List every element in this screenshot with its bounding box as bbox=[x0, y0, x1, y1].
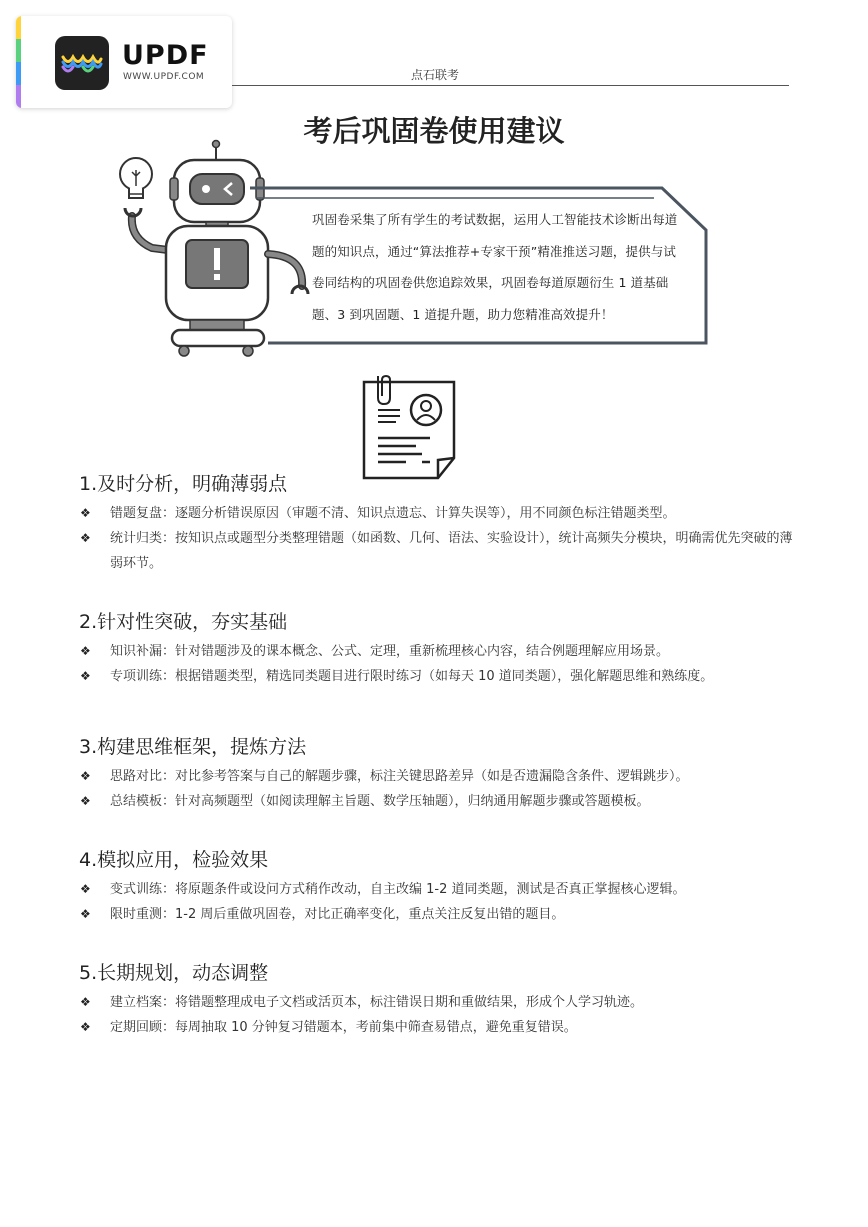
list-item-text: 思路对比：对比参考答案与自己的解题步骤，标注关键思路差异（如是否遗漏隐含条件、逻辑跳步）。 bbox=[110, 769, 689, 784]
bullet-diamond-icon: ❖ bbox=[80, 794, 91, 808]
list-item-text: 错题复盘：逐题分析错误原因（审题不清、知识点遗忘、计算失误等），用不同颜色标注错题类型。 bbox=[110, 506, 676, 521]
bullet-diamond-icon: ❖ bbox=[80, 531, 91, 545]
list-item-text: 专项训练：根据错题类型，精选同类题目进行限时练习（如每天 10 道同类题），强化解题思维和熟练度。 bbox=[110, 669, 714, 684]
list-item bbox=[79, 1015, 799, 1040]
section-heading: 5.长期规划，动态调整 bbox=[79, 962, 269, 984]
stripe-blue bbox=[16, 62, 21, 85]
document-resume-icon bbox=[360, 372, 460, 482]
section-3 bbox=[79, 732, 799, 814]
bullet-diamond-icon: ❖ bbox=[80, 1020, 91, 1034]
stripe-green bbox=[16, 39, 21, 62]
brand-name: UPDF bbox=[122, 40, 209, 71]
list-item-text: 知识补漏：针对错题涉及的课本概念、公式、定理，重新梳理核心内容，结合例题理解应用场景。 bbox=[110, 644, 670, 659]
intro-text: 巩固卷采集了所有学生的考试数据，运用人工智能技术诊断出每道题的知识点，通过“算法推荐+专家干预”精准推送习题，提供与试卷同结构的巩固卷供您追踪效果，巩固卷每道原题衍生 1 道基础题、3 到巩固题、1 道提升题，助力您精准高效提升！ bbox=[312, 212, 678, 322]
list-item bbox=[79, 639, 799, 664]
list-item bbox=[79, 789, 799, 814]
header-divider bbox=[232, 85, 789, 86]
list-item bbox=[79, 501, 799, 526]
section-2 bbox=[79, 607, 799, 689]
bullet-diamond-icon: ❖ bbox=[80, 882, 91, 896]
section-heading: 3.构建思维框架，提炼方法 bbox=[79, 736, 307, 758]
list-item bbox=[79, 902, 799, 927]
list-item-text: 总结模板：针对高频题型（如阅读理解主旨题、数学压轴题），归纳通用解题步骤或答题模板。 bbox=[110, 794, 650, 809]
badge-color-stripe bbox=[16, 16, 21, 108]
list-item bbox=[79, 526, 799, 576]
bullet-diamond-icon: ❖ bbox=[80, 907, 91, 921]
bullet-diamond-icon: ❖ bbox=[80, 644, 91, 658]
list-item bbox=[79, 664, 799, 689]
bullet-diamond-icon: ❖ bbox=[80, 995, 91, 1009]
section-4 bbox=[79, 845, 799, 927]
stripe-yellow bbox=[16, 16, 21, 39]
list-item bbox=[79, 990, 799, 1015]
section-heading: 2.针对性突破，夯实基础 bbox=[79, 611, 288, 633]
bullet-diamond-icon: ❖ bbox=[80, 506, 91, 520]
list-item-text: 定期回顾：每周抽取 10 分钟复习错题本，考前集中筛查易错点，避免重复错误。 bbox=[110, 1020, 577, 1035]
section-5 bbox=[79, 958, 799, 1040]
stripe-purple bbox=[16, 85, 21, 108]
list-item-text: 统计归类：按知识点或题型分类整理错题（如函数、几何、语法、实验设计），统计高频失分模块，明确需优先突破的薄弱环节。 bbox=[110, 531, 793, 571]
list-item bbox=[79, 877, 799, 902]
bullet-diamond-icon: ❖ bbox=[80, 769, 91, 783]
brand-url: WWW.UPDF.COM bbox=[123, 72, 205, 82]
list-item-text: 变式训练：将原题条件或设问方式稍作改动，自主改编 1-2 道同类题，测试是否真正掌握核心逻辑。 bbox=[110, 882, 686, 897]
updf-badge bbox=[16, 16, 232, 108]
updf-logo-icon bbox=[55, 36, 109, 90]
lightbulb-icon bbox=[120, 158, 152, 198]
list-item-text: 限时重测：1-2 周后重做巩固卷，对比正确率变化，重点关注反复出错的题目。 bbox=[110, 907, 565, 922]
section-heading: 1.及时分析，明确薄弱点 bbox=[79, 473, 288, 495]
section-1 bbox=[79, 469, 799, 576]
header-text: 点石联考 bbox=[410, 68, 459, 82]
bullet-diamond-icon: ❖ bbox=[80, 669, 91, 683]
list-item bbox=[79, 764, 799, 789]
page-title: 考后巩固卷使用建议 bbox=[303, 114, 565, 148]
list-item-text: 建立档案：将错题整理成电子文档或活页本，标注错误日期和重做结果，形成个人学习轨迹。 bbox=[110, 995, 644, 1010]
section-heading: 4.模拟应用，检验效果 bbox=[79, 849, 269, 871]
